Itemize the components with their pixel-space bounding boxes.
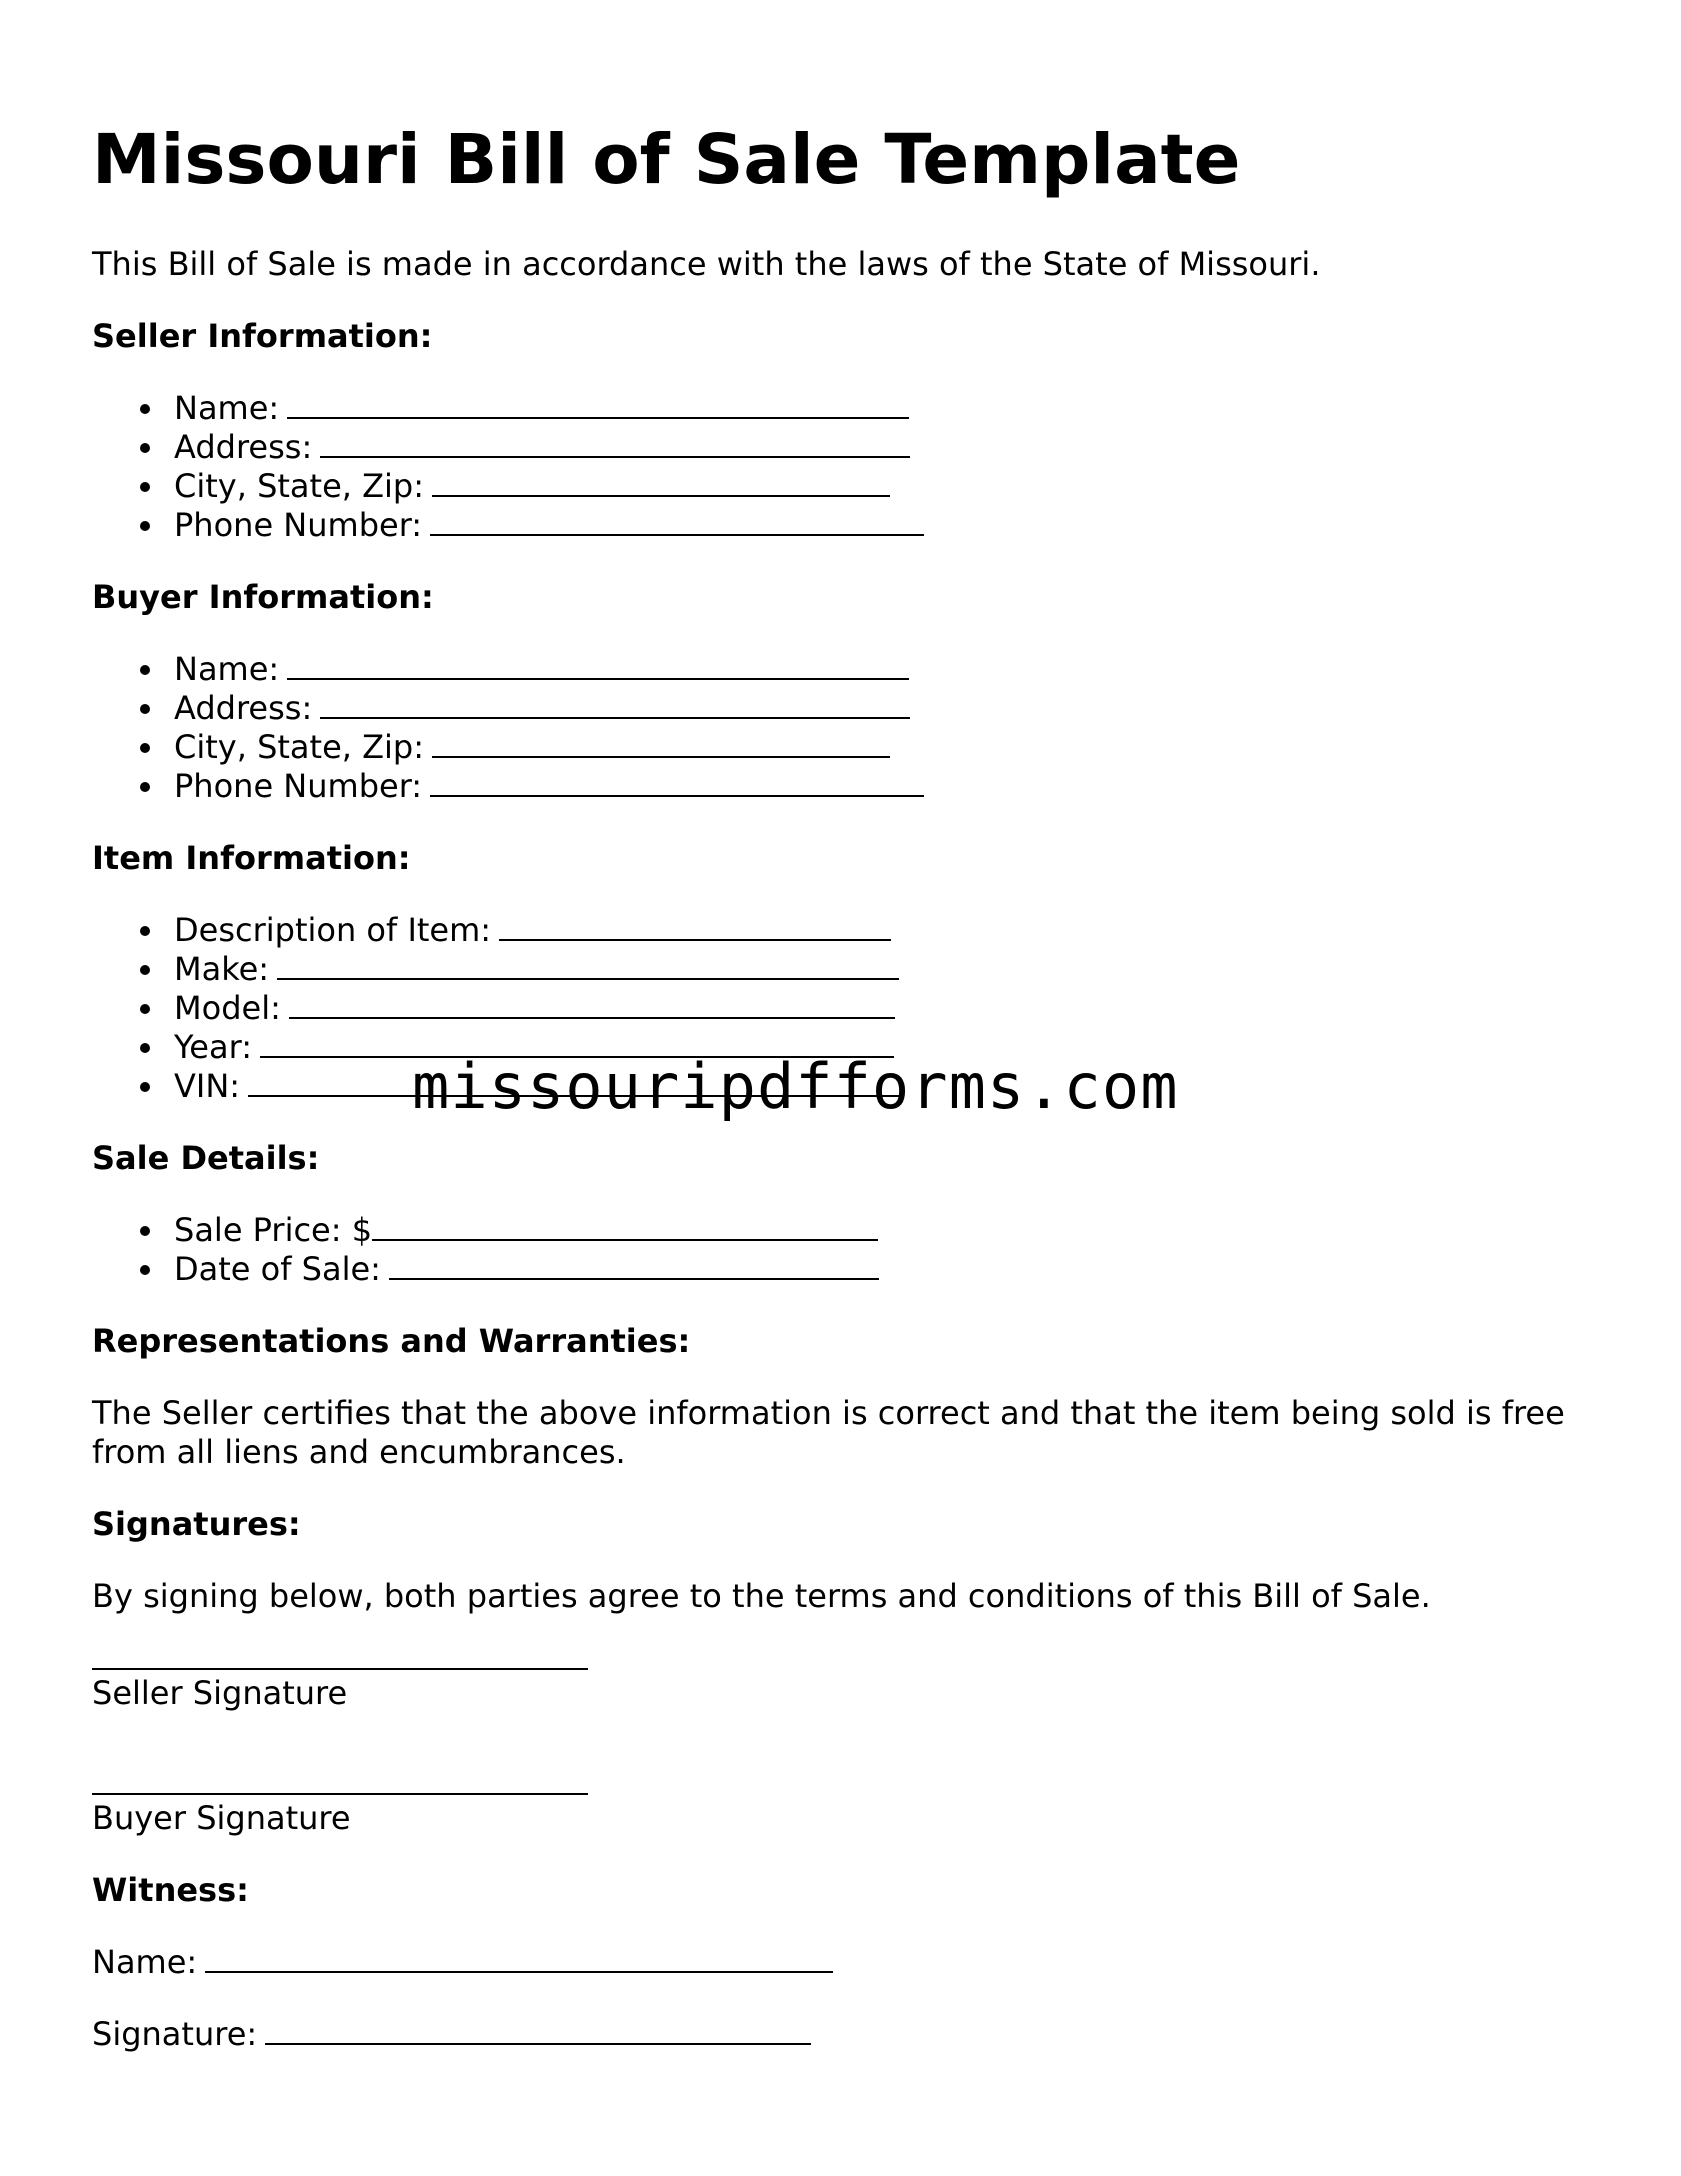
bullet-icon <box>140 482 150 492</box>
sale-fields <box>92 1211 1592 1289</box>
bullet-icon <box>140 1226 150 1236</box>
bullet-icon <box>140 1043 150 1053</box>
item-model-field[interactable]: Model: <box>92 989 1592 1028</box>
seller-signature-line[interactable] <box>92 1634 588 1670</box>
signatures-heading: Signatures: <box>92 1505 301 1543</box>
buyer-signature-caption: Buyer Signature <box>92 1799 351 1837</box>
seller-fields <box>92 389 1592 545</box>
item-heading: Item Information: <box>92 839 411 877</box>
blank-line[interactable] <box>205 1943 833 1973</box>
bullet-icon <box>140 404 150 414</box>
bullet-icon <box>140 443 150 453</box>
bullet-icon <box>140 665 150 675</box>
bullet-icon <box>140 965 150 975</box>
buyer-fields <box>92 650 1592 806</box>
witness-signature-field[interactable]: Signature: <box>92 2015 1592 2054</box>
blank-line[interactable] <box>320 689 910 719</box>
blank-line[interactable] <box>432 728 890 758</box>
seller-heading: Seller Information: <box>92 317 433 355</box>
blank-line[interactable] <box>499 911 891 941</box>
blank-line[interactable] <box>430 767 924 797</box>
blank-line[interactable] <box>277 950 899 980</box>
sale-price-field[interactable]: Sale Price: $ <box>92 1211 1592 1250</box>
seller-signature-block <box>92 1634 1592 1713</box>
blank-line[interactable] <box>430 506 924 536</box>
item-description-field[interactable]: Description of Item: <box>92 911 1592 950</box>
buyer-heading: Buyer Information: <box>92 578 434 616</box>
blank-line[interactable] <box>389 1250 879 1280</box>
bullet-icon <box>140 521 150 531</box>
blank-line[interactable] <box>320 428 910 458</box>
bullet-icon <box>140 1082 150 1092</box>
seller-phone-field[interactable]: Phone Number: <box>92 506 1592 545</box>
blank-line[interactable] <box>287 389 909 419</box>
witness-heading: Witness: <box>92 1871 249 1909</box>
bullet-icon <box>140 1265 150 1275</box>
bullet-icon <box>140 743 150 753</box>
bullet-icon <box>140 926 150 936</box>
buyer-city-state-zip-field[interactable]: City, State, Zip: <box>92 728 1592 767</box>
item-make-field[interactable]: Make: <box>92 950 1592 989</box>
bullet-icon <box>140 704 150 714</box>
signatures-text: By signing below, both parties agree to the terms and conditions of this Bill of Sale. <box>92 1577 1431 1615</box>
blank-line[interactable] <box>289 989 895 1019</box>
seller-address-field[interactable]: Address: <box>92 428 1592 467</box>
buyer-phone-field[interactable]: Phone Number: <box>92 767 1592 806</box>
blank-line[interactable] <box>372 1211 878 1241</box>
seller-name-field[interactable]: Name: <box>92 389 1592 428</box>
item-year-field[interactable]: Year: <box>92 1028 1592 1067</box>
item-vin-field[interactable]: VIN: <box>92 1067 1592 1106</box>
bullet-icon <box>140 1004 150 1014</box>
sale-date-field[interactable]: Date of Sale: <box>92 1250 1592 1289</box>
blank-line[interactable] <box>265 2015 811 2045</box>
blank-line[interactable] <box>287 650 909 680</box>
seller-city-state-zip-field[interactable]: City, State, Zip: <box>92 467 1592 506</box>
watermark-text: missouripdfforms.com <box>412 1050 1179 1123</box>
witness-name-field[interactable]: Name: <box>92 1943 1592 1982</box>
buyer-address-field[interactable]: Address: <box>92 689 1592 728</box>
bullet-icon <box>140 782 150 792</box>
buyer-signature-block <box>92 1759 1592 1838</box>
warranties-heading: Representations and Warranties: <box>92 1322 691 1360</box>
intro-text: This Bill of Sale is made in accordance with the laws of the State of Missouri. <box>92 245 1321 283</box>
buyer-signature-line[interactable] <box>92 1759 588 1795</box>
sale-heading: Sale Details: <box>92 1139 320 1177</box>
seller-signature-caption: Seller Signature <box>92 1674 348 1712</box>
buyer-name-field[interactable]: Name: <box>92 650 1592 689</box>
warranties-text: The Seller certifies that the above information is correct and that the item being sold is free from all liens and encumbrances. <box>92 1394 1565 1471</box>
page-title: Missouri Bill of Sale Template <box>92 120 1241 200</box>
blank-line[interactable] <box>432 467 890 497</box>
